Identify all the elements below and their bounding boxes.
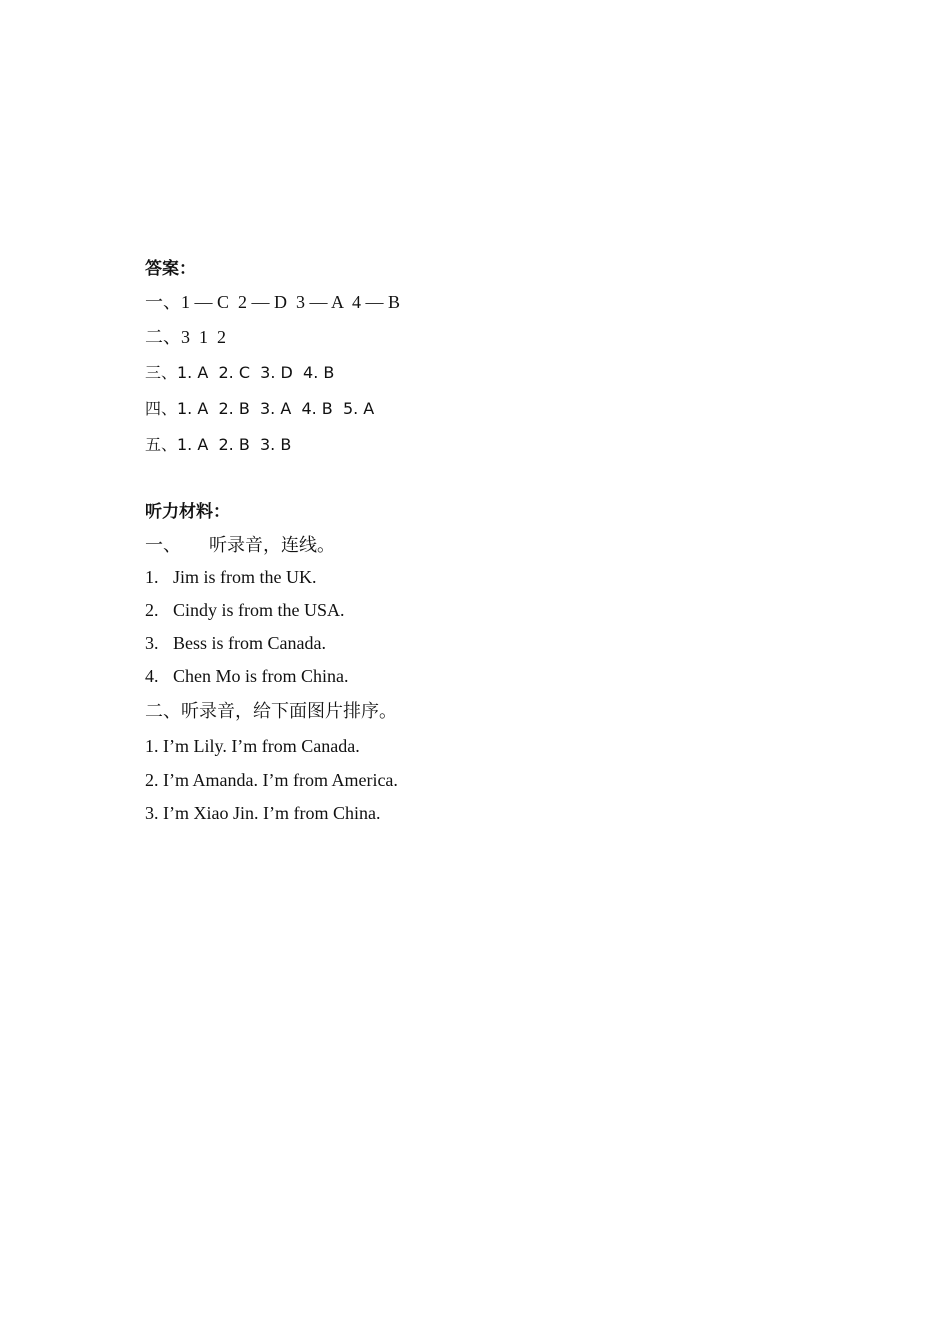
list-item-text: Bess is from Canada. bbox=[173, 633, 326, 653]
list-item bbox=[145, 599, 345, 621]
section-1-heading-text: 听录音，连线。 bbox=[209, 535, 335, 555]
list-item bbox=[145, 665, 349, 687]
list-item: 3. I’m Xiao Jin. I’m from China. bbox=[145, 803, 381, 823]
answer-line-3: 三、1. A 2. C 3. D 4. B bbox=[145, 363, 335, 382]
section-1-prefix: 一、 bbox=[145, 535, 181, 555]
answer-line-5: 五、1. A 2. B 3. B bbox=[145, 435, 292, 454]
list-item: 1. I’m Lily. I’m from Canada. bbox=[145, 736, 360, 756]
list-item: 2. I’m Amanda. I’m from America. bbox=[145, 770, 398, 790]
list-item-number: 3. bbox=[145, 633, 159, 653]
answer-line-1: 一、1 — C 2 — D 3 — A 4 — B bbox=[145, 292, 401, 312]
listening-section-2-heading: 二、听录音，给下面图片排序。 bbox=[145, 701, 397, 721]
listening-title: 听力材料： bbox=[145, 502, 230, 522]
list-item-text: Cindy is from the USA. bbox=[173, 600, 345, 620]
list-item-number: 2. bbox=[145, 600, 159, 620]
list-item-number: 1. bbox=[145, 567, 159, 587]
list-item bbox=[145, 566, 317, 588]
list-item bbox=[145, 632, 326, 654]
listening-section-1-heading bbox=[145, 534, 335, 556]
answer-line-4: 四、1. A 2. B 3. A 4. B 5. A bbox=[145, 399, 375, 418]
answers-title: 答案： bbox=[145, 259, 196, 279]
list-item-text: Jim is from the UK. bbox=[173, 567, 317, 587]
answer-line-2: 二、3 1 2 bbox=[145, 327, 226, 347]
list-item-text: Chen Mo is from China. bbox=[173, 666, 349, 686]
list-item-number: 4. bbox=[145, 666, 159, 686]
